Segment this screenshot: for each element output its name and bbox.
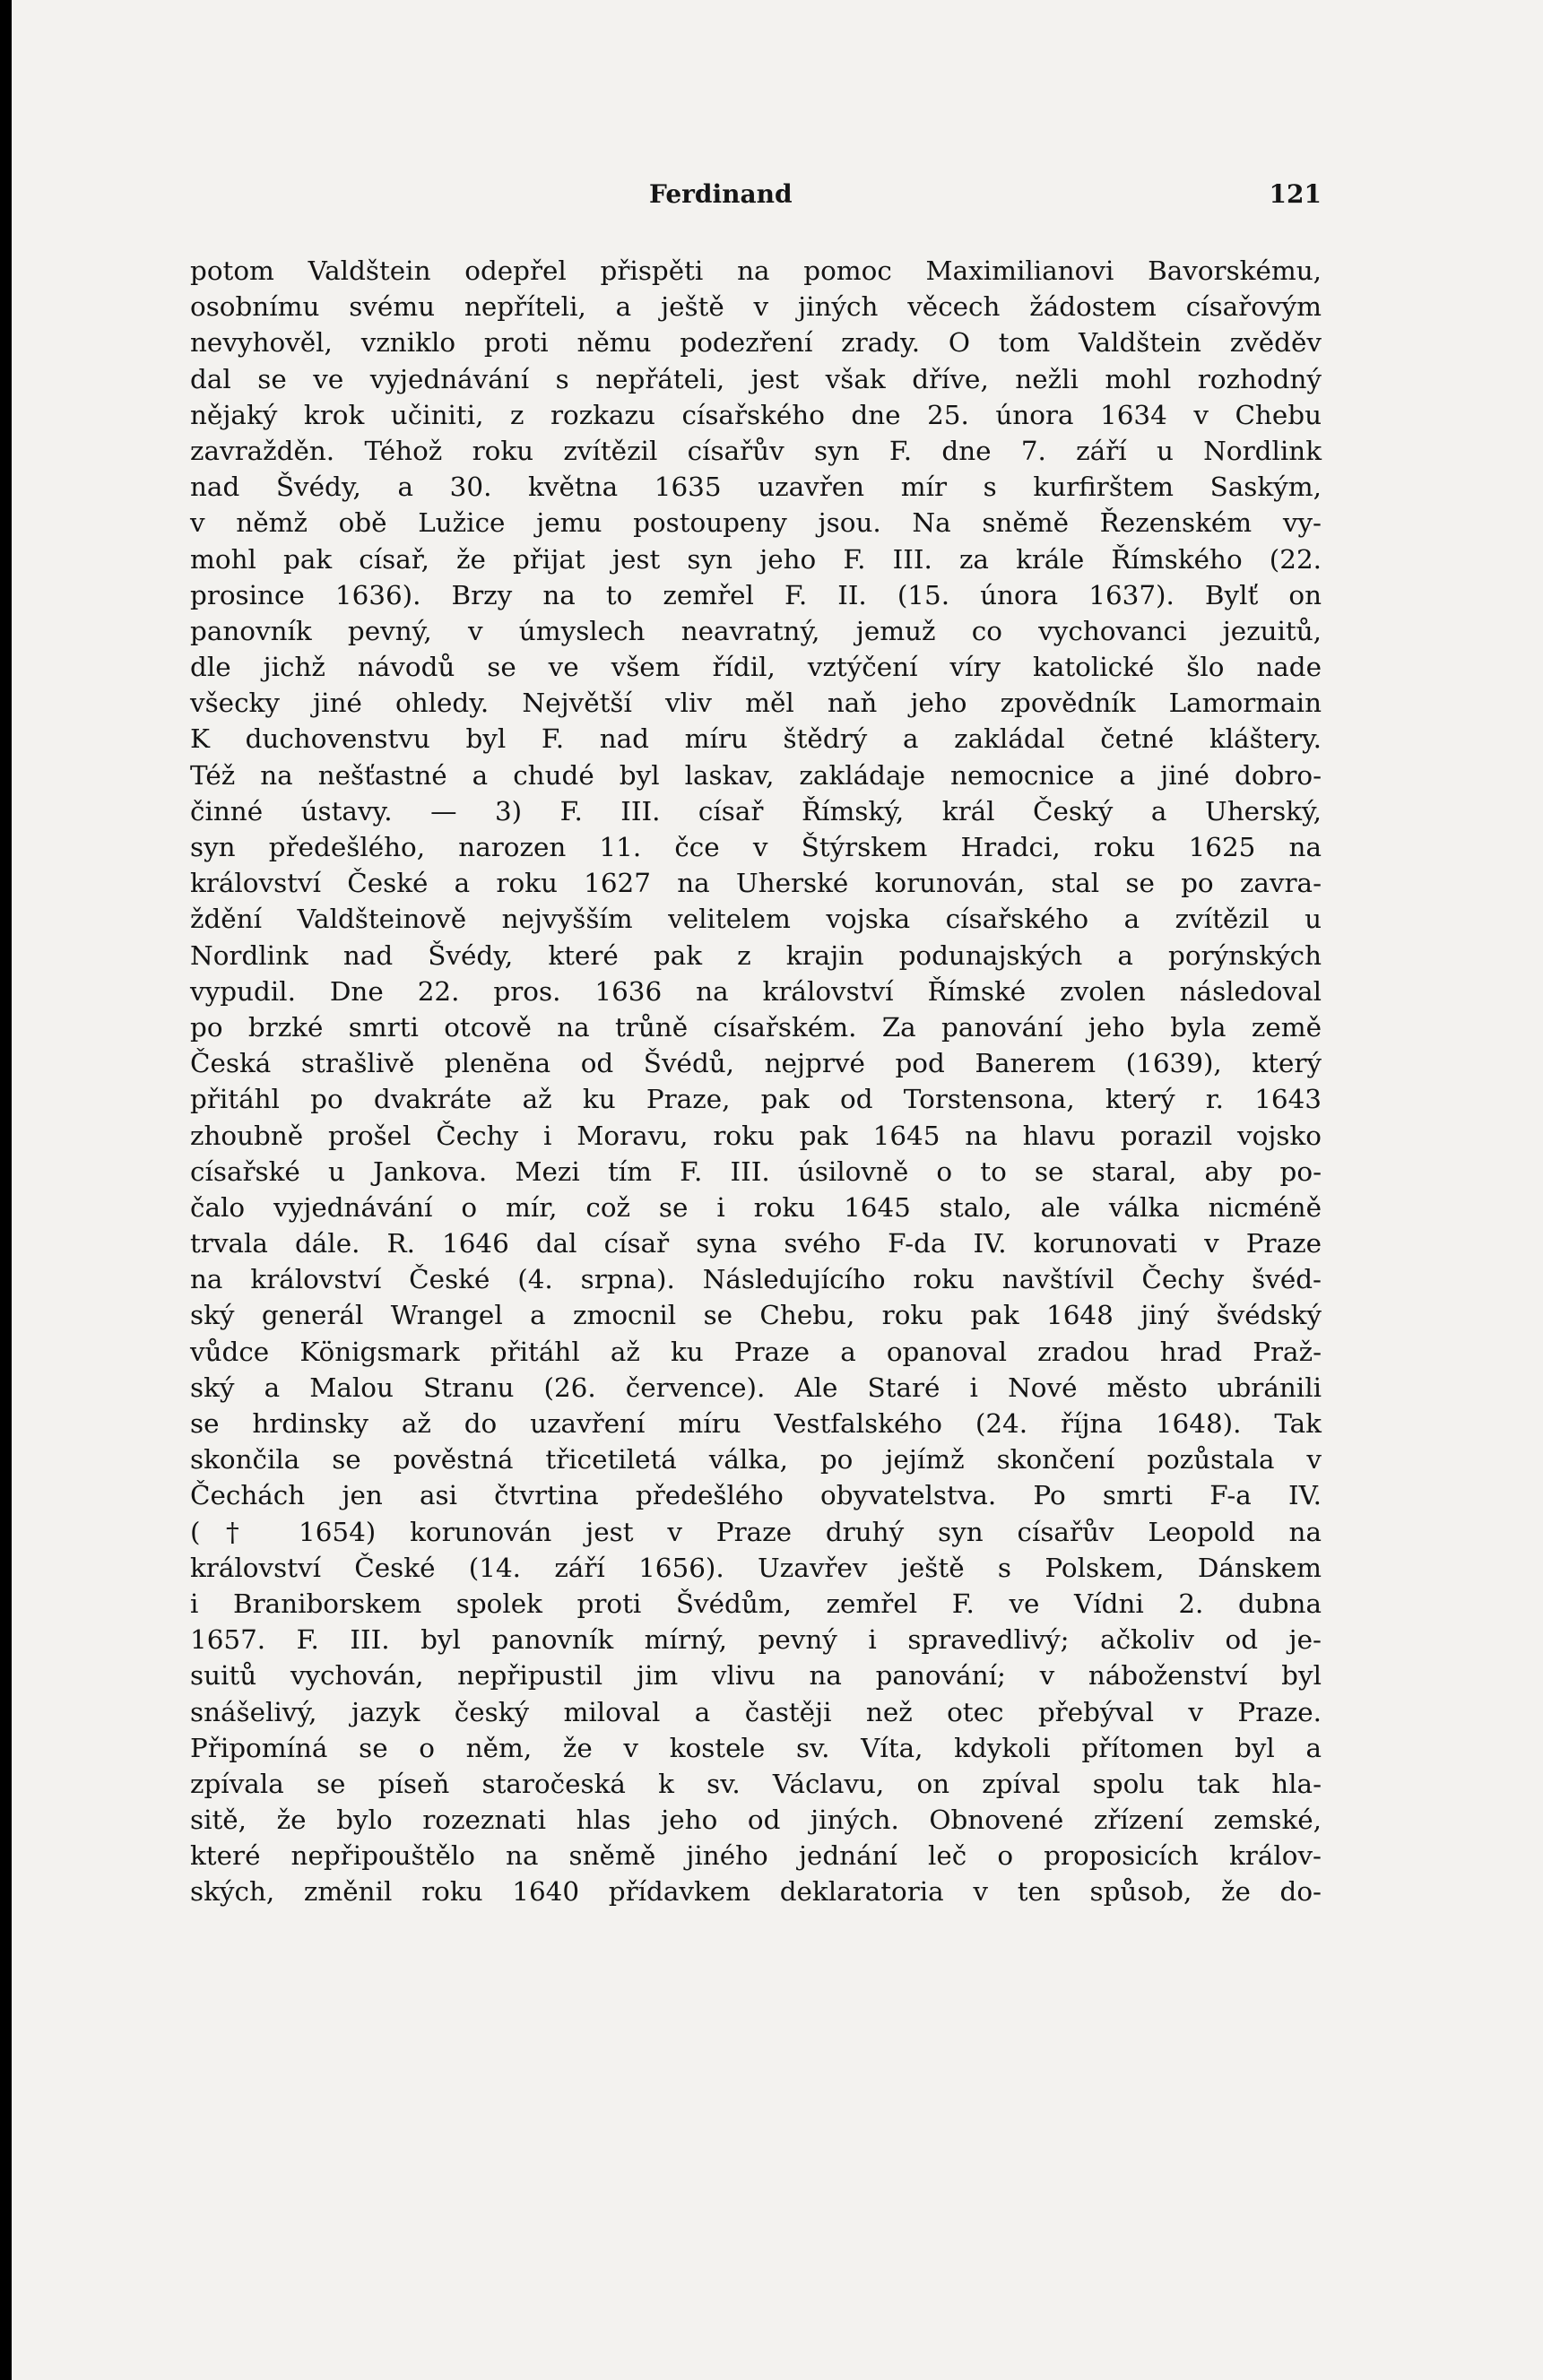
text-line: ský generál Wrangel a zmocnil se Chebu, roku pak 1648 jiný švédský [190,1300,1322,1331]
text-line: K duchovenstvu byl F. nad míru štědrý a zakládal četné kláštery. [190,723,1322,755]
text-line: Česká strašlivě plenĕna od Švédů, nejprvé pod Banerem (1639), který [190,1048,1322,1079]
text-line: nad Švédy, a 30. května 1635 uzavřen mír s kurfirštem Saským, [190,472,1322,503]
page-edge [0,0,12,2380]
text-line: skončila se pověstná třicetiletá válka, po jejímž skončení pozůstala v [190,1444,1322,1476]
text-line: zhoubně prošel Čechy i Moravu, roku pak 1645 na hlavu porazil vojsko [190,1120,1322,1151]
text-line: vypudil. Dne 22. pros. 1636 na království Římské zvolen následoval [190,975,1322,1007]
running-title: Ferdinand [649,179,793,209]
text-line: Připomíná se o něm, že v kostele sv. Víta, kdykoli přítomen byl a [190,1732,1322,1763]
text-line: Nordlink nad Švédy, které pak z krajin podunajských a porýnských [190,939,1322,971]
text-line: trvala dále. R. 1646 dal císař syna svého F-da IV. korunovati v Praze [190,1228,1322,1259]
text-line: sitě, že bylo rozeznati hlas jeho od jiných. Obnovené zřízení zemské, [190,1804,1322,1836]
text-line: vůdce Königsmark přitáhl až ku Praze a opanoval zradou hrad Praž- [190,1336,1322,1367]
text-line: nějaký krok učiniti, z rozkazu císařského dne 25. února 1634 v Chebu [190,399,1322,430]
text-line: ských, změnil roku 1640 přídavkem deklaratoria v ten spůsob, že do- [190,1876,1322,1908]
text-line: snášelivý, jazyk český miloval a častěji než otec přebýval v Praze. [190,1696,1322,1727]
text-line: zavražděn. Téhož roku zvítězil císařův syn F. dne 7. září u Nordlink [190,435,1322,466]
text-line: potom Valdštein odepřel přispěti na pomoc Maximilianovi Bavorskému, [190,255,1322,286]
text-line: Čechách jen asi čtvrtina předešlého obyvatelstva. Po smrti F-a IV. [190,1480,1322,1511]
running-header [190,179,1322,219]
page-number: 121 [1269,179,1322,209]
text-line: království České (14. září 1656). Uzavřev ještě s Polskem, Dánskem [190,1552,1322,1583]
text-line: syn předešlého, narozen 11. čce v Štýrskem Hradci, roku 1625 na [190,832,1322,862]
text-line: čalo vyjednávání o mír, což se i roku 1645 stalo, ale válka nicméně [190,1191,1322,1223]
text-line: císařské u Jankova. Mezi tím F. III. úsilovně o to se staral, aby po- [190,1155,1322,1187]
text-line: v němž obě Lužice jemu postoupeny jsou. Na sněmě Řezenském vy- [190,507,1322,539]
text-line: nevyhověl, vzniklo proti němu podezření zrady. O tom Valdštein zvěděv [190,327,1322,359]
text-line: osobnímu svému nepříteli, a ještě v jiných věcech žádostem císařovým [190,291,1322,323]
body-text [190,253,1322,1910]
text-line: mohl pak císař, že přijat jest syn jeho F. III. za krále Římského (22. [190,543,1322,575]
text-line: panovník pevný, v úmyslech neavratný, jemuž co vychovanci jezuitů, [190,615,1322,646]
text-line: 1657. F. III. byl panovník mírný, pevný i spravedlivý; ačkoliv od je- [190,1624,1322,1656]
text-line: na království České (4. srpna). Následujícího roku navštívil Čechy švéd- [190,1264,1322,1295]
text-line: i Braniborskem spolek proti Švédům, zemřel F. ve Vídni 2. dubna [190,1588,1322,1619]
text-line: († 1654) korunován jest v Praze druhý syn císařův Leopold na [190,1516,1322,1547]
text-line: dle jichž návodů se ve všem řídil, vztýčení víry katolické šlo nade [190,652,1322,683]
text-line: činné ústavy. — 3) F. III. císař Římský, král Český a Uherský, [190,795,1322,827]
text-line: ský a Malou Stranu (26. července). Ale Staré i Nové město ubránili [190,1372,1322,1403]
text-line: ždění Valdšteinově nejvyšším velitelem vojska císařského a zvítězil u [190,904,1322,935]
text-line: po brzké smrti otcově na trůně císařském. Za panování jeho byla země [190,1011,1322,1043]
text-line: dal se ve vyjednávání s nepřáteli, jest však dříve, nežli mohl rozhodný [190,363,1322,394]
text-line: se hrdinsky až do uzavření míru Vestfalského (24. října 1648). Tak [190,1408,1322,1439]
text-line: které nepřipouštělo na sněmě jiného jednání leč o proposicích králov- [190,1840,1322,1872]
text-line: přitáhl po dvakráte až ku Praze, pak od Torstensona, který r. 1643 [190,1084,1322,1115]
text-line: zpívala se píseň staročeská k sv. Václavu, on zpíval spolu tak hla- [190,1768,1322,1799]
text-line: všecky jiné ohledy. Největší vliv měl naň jeho zpovědník Lamormain [190,688,1322,719]
text-line: Též na nešťastné a chudé byl laskav, zakládaje nemocnice a jiné dobro- [190,759,1322,791]
text-line: suitů vychován, nepřipustil jim vlivu na panování; v náboženství byl [190,1660,1322,1692]
text-line: království České a roku 1627 na Uherské korunován, stal se po zavra- [190,868,1322,899]
text-line: prosince 1636). Brzy na to zemřel F. II. (15. února 1637). Bylť on [190,579,1322,610]
